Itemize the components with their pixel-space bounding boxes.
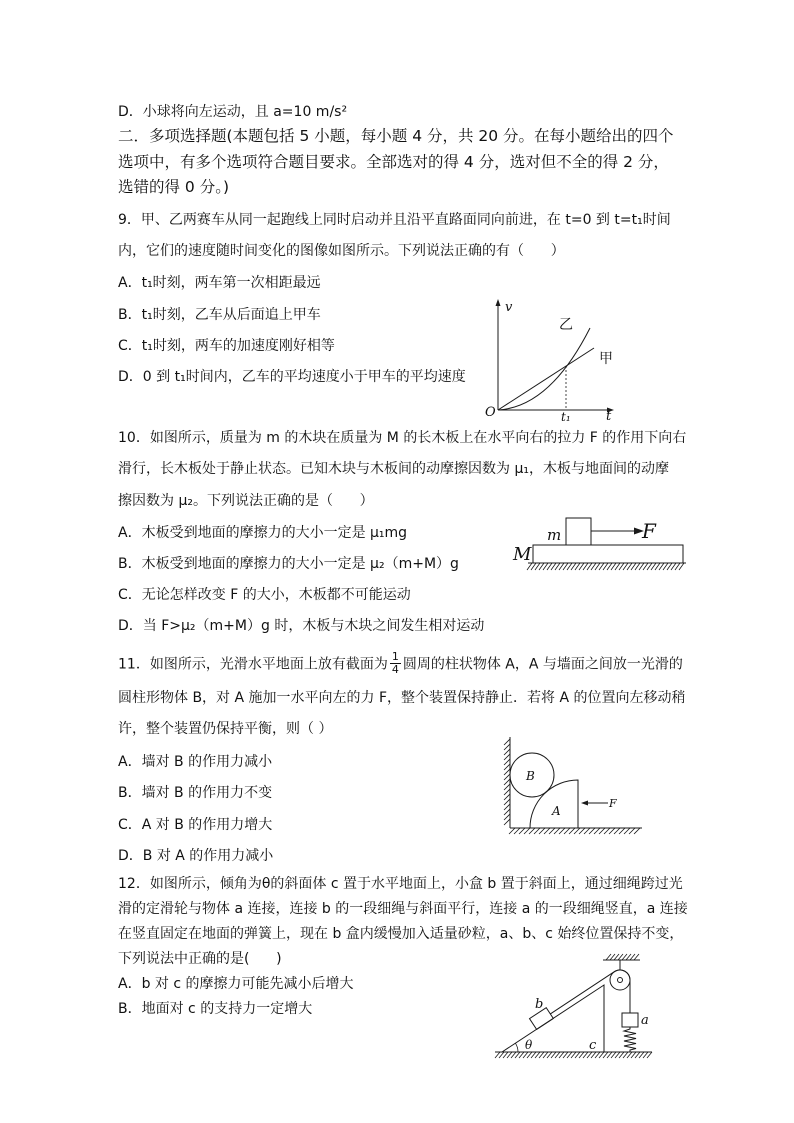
q10-option-c: C．无论怎样改变 F 的大小，木板都不可能运动 xyxy=(118,587,411,603)
force-label: F xyxy=(609,797,617,810)
q12-stem-line-1: 12．如图所示，倾角为θ的斜面体 c 置于水平地面上，小盒 b 置于斜面上，通过细绳跨过光 xyxy=(118,876,683,892)
q11-stem-line-3: 许，整个装置仍保持平衡，则（ ） xyxy=(118,721,333,737)
yi-velocity-curve xyxy=(498,328,590,410)
q10-stem-line-2: 滑行，长木板处于静止状态。已知木块与木板间的动摩擦因数为 μ₁，木板与地面间的动摩 xyxy=(118,461,669,477)
jia-velocity-line xyxy=(498,348,594,410)
fraction-numerator: 1 xyxy=(391,650,399,663)
incline-label: c xyxy=(589,1038,597,1053)
wall-hatching xyxy=(504,739,510,825)
section-header-line-2: 选项中，有多个选项符合题目要求。全部选对的得 4 分，选对但不全的得 2 分， xyxy=(118,153,669,171)
q12-stem-line-4: 下列说法中正确的是( ) xyxy=(118,951,282,967)
curve-yi-label: 乙 xyxy=(559,317,573,333)
block-label: a xyxy=(641,1013,649,1028)
v-axis-label: v xyxy=(505,300,513,315)
q11-stem-line-2: 圆柱形物体 B，对 A 施加一水平向左的力 F，整个装置保持静止．若将 A 的位置向左移动稍 xyxy=(118,690,686,706)
q11-stem-line-1 xyxy=(118,652,683,677)
q9-option-c: C．t₁时刻，两车的加速度刚好相等 xyxy=(118,338,335,354)
quarter-fraction xyxy=(390,651,401,676)
q10-option-a: A．木板受到地面的摩擦力的大小一定是 μ₁mg xyxy=(118,525,408,541)
force-label: F xyxy=(642,519,656,543)
v-axis-arrowhead xyxy=(496,299,501,306)
long-board xyxy=(533,545,683,563)
q10-block-on-board-figure xyxy=(510,510,690,574)
pulley-axle xyxy=(618,978,623,983)
section-header-line-3: 选错的得 0 分。) xyxy=(118,178,230,196)
ground-hatching xyxy=(509,828,640,834)
q12-stem-line-2: 滑的定滑轮与物体 a 连接，连接 b 的一段细绳与斜面平行，连接 a 的一段细绳竖直，a 连接 xyxy=(118,901,688,917)
q11-wall-cylinder-figure xyxy=(495,733,645,837)
block-a xyxy=(622,1013,638,1027)
line-jia-label: 甲 xyxy=(599,351,613,367)
spring xyxy=(624,1027,636,1052)
q11-stem-text-after-fraction: 圆周的柱状物体 A，A 与墙面之间放一光滑的 xyxy=(402,656,683,673)
quarter-block-label: A xyxy=(552,804,561,818)
t-axis-label: t xyxy=(606,409,612,424)
rope xyxy=(550,970,630,1014)
cylinder-label: B xyxy=(526,769,535,783)
fraction-denominator: 4 xyxy=(391,663,399,676)
angle-arc xyxy=(515,1043,518,1052)
q10-option-d: D．当 F>μ₂（m+M）g 时，木板与木块之间发生相对运动 xyxy=(118,618,485,634)
ground-hatching xyxy=(495,1052,652,1058)
q9-option-b: B．t₁时刻，乙车从后面追上甲车 xyxy=(118,307,321,323)
ground-hatching xyxy=(527,563,684,570)
small-block xyxy=(566,518,591,545)
box-label: b xyxy=(535,997,544,1012)
force-arrowhead xyxy=(581,801,588,806)
q9-option-d: D．0 到 t₁时间内，乙车的平均速度小于甲车的平均速度 xyxy=(118,369,466,385)
q10-stem-line-1: 10．如图所示，质量为 m 的木块在质量为 M 的长木板上在水平向右的拉力 F 的作用下向右 xyxy=(118,430,687,446)
q9-velocity-time-graph xyxy=(480,295,620,425)
q12-option-a: A．b 对 c 的摩擦力可能先减小后增大 xyxy=(118,976,354,992)
prev-question-option-d: D．小球将向左运动，且 a=10 m/s² xyxy=(118,104,348,120)
q10-stem-line-3: 擦因数为 μ₂。下列说法正确的是（ ） xyxy=(118,493,374,509)
board-label: M xyxy=(513,544,532,565)
angle-label: θ xyxy=(525,1038,533,1052)
q9-option-a: A．t₁时刻，两车第一次相距最远 xyxy=(118,275,321,291)
q11-option-c: C．A 对 B 的作用力增大 xyxy=(118,817,273,833)
q9-stem-line-1: 9．甲、乙两赛车从同一起跑线上同时启动并且沿平直路面同向前进，在 t=0 到 t=t₁时间 xyxy=(118,212,671,228)
q12-incline-pulley-figure xyxy=(490,952,655,1060)
ceiling-hatching xyxy=(606,954,639,960)
section-header-line-1: 二．多项选择题(本题包括 5 小题，每小题 4 分，共 20 分。在每小题给出的四个 xyxy=(118,127,674,145)
q12-stem-line-3: 在竖直固定在地面的弹簧上，现在 b 盒内缓慢加入适量砂粒，a、b、c 始终位置保持不变， xyxy=(118,926,684,942)
q11-stem-text-before-fraction: 11．如图所示，光滑水平地面上放有截面为 xyxy=(118,656,388,673)
q12-option-b: B．地面对 c 的支持力一定增大 xyxy=(118,1001,313,1017)
q11-option-a: A．墙对 B 的作用力减小 xyxy=(118,754,273,770)
q11-option-d: D．B 对 A 的作用力减小 xyxy=(118,848,274,864)
q9-stem-line-2: 内，它们的速度随时间变化的图像如图所示。下列说法正确的有（ ） xyxy=(118,243,565,259)
block-label: m xyxy=(547,526,562,544)
q11-option-b: B．墙对 B 的作用力不变 xyxy=(118,785,273,801)
q10-option-b: B．木板受到地面的摩擦力的大小一定是 μ₂（m+M）g xyxy=(118,556,459,572)
origin-label: O xyxy=(485,405,496,420)
t1-tick-label: t₁ xyxy=(561,410,571,424)
